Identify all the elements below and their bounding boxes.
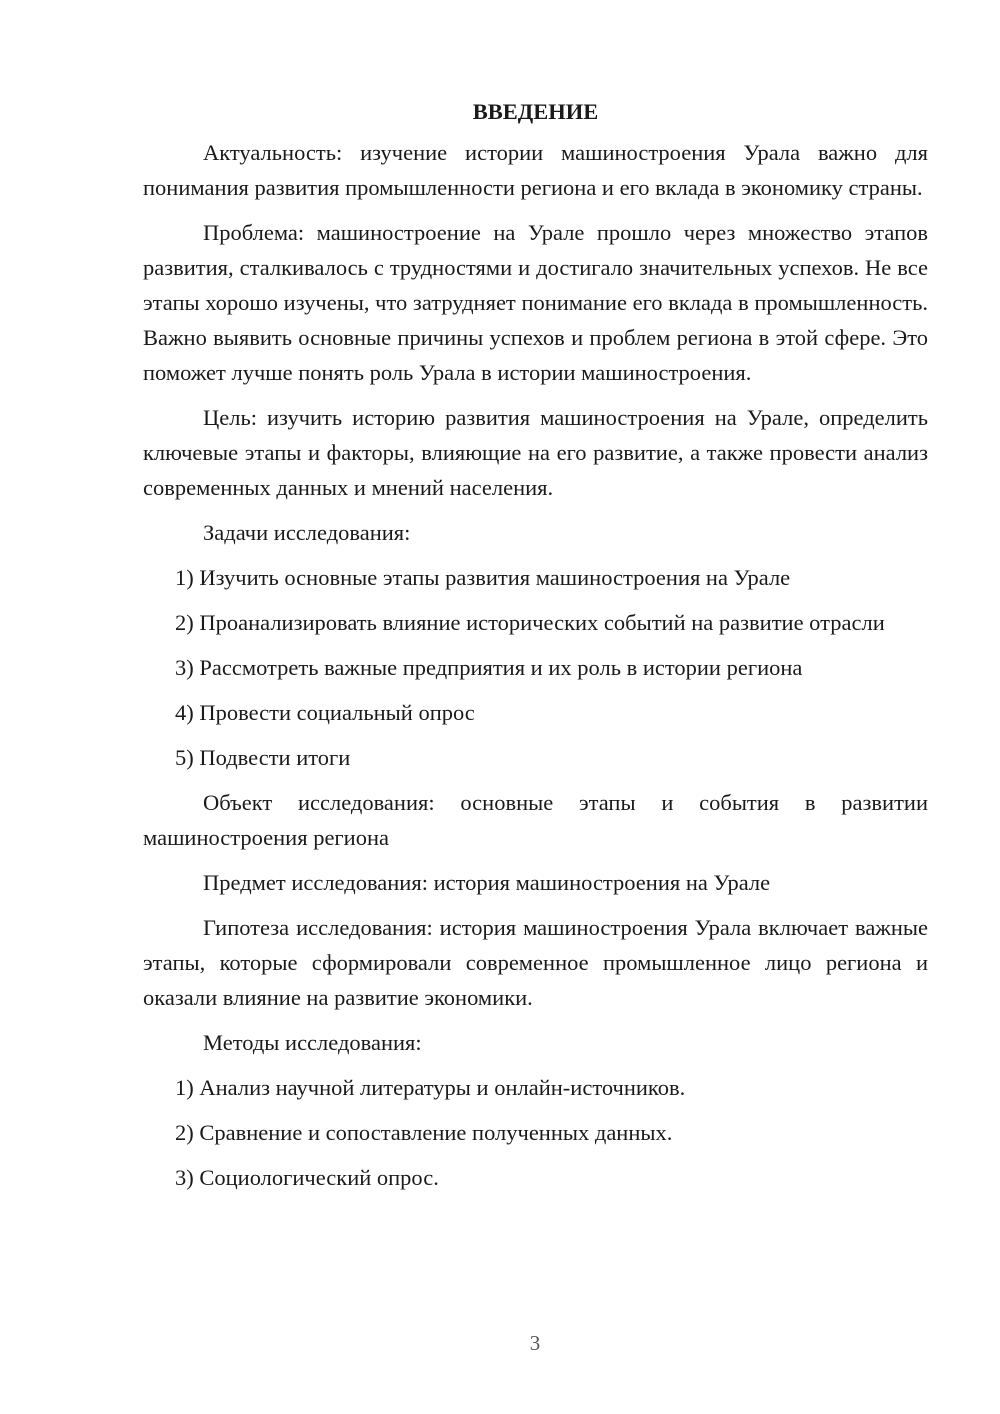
methods-heading: Методы исследования: bbox=[203, 1030, 422, 1055]
task-item-1: 1) Изучить основные этапы развития машиностроения на Урале bbox=[175, 565, 791, 590]
research-object-paragraph: Объект исследования: основные этапы и события в развитии машиностроения региона bbox=[143, 790, 928, 850]
method-item-2: 2) Сравнение и сопоставление полученных данных. bbox=[175, 1120, 673, 1145]
task-item-3: 3) Рассмотреть важные предприятия и их роль в истории региона bbox=[175, 655, 803, 680]
page-content bbox=[143, 94, 928, 1205]
tasks-heading: Задачи исследования: bbox=[203, 520, 411, 545]
research-subject-paragraph: Предмет исследования: история машиностроения на Урале bbox=[203, 870, 771, 895]
hypothesis-paragraph: Гипотеза исследования: история машиностроения Урала включает важные этапы, которые сформировали современное промышленное лицо региона и оказали влияние на развитие экономики. bbox=[143, 915, 928, 1010]
page-number: 3 bbox=[529, 1331, 541, 1355]
task-item-4: 4) Провести социальный опрос bbox=[175, 700, 475, 725]
task-item-5: 5) Подвести итоги bbox=[175, 745, 351, 770]
method-item-1: 1) Анализ научной литературы и онлайн-источников. bbox=[175, 1075, 686, 1100]
problem-paragraph: Проблема: машиностроение на Урале прошло через множество этапов развития, сталкивалось с трудностями и достигало значительных успехов. Не все этапы хорошо изучены, что затрудняет понимание его вклада в промышленность. Важно выявить основные причины успехов и проблем региона в этой сфере. Это поможет лучше понять роль Урала в истории машиностроения. bbox=[143, 220, 928, 385]
method-item-3: 3) Социологический опрос. bbox=[175, 1165, 439, 1190]
relevance-paragraph: Актуальность: изучение истории машиностроения Урала важно для понимания развития промышленности региона и его вклада в экономику страны. bbox=[143, 140, 928, 200]
page-title: ВВЕДЕНИЕ bbox=[472, 99, 599, 124]
goal-paragraph: Цель: изучить историю развития машиностроения на Урале, определить ключевые этапы и факторы, влияющие на его развитие, а также провести анализ современных данных и мнений населения. bbox=[143, 405, 928, 500]
task-item-2: 2) Проанализировать влияние исторических событий на развитие отрасли bbox=[175, 610, 885, 635]
